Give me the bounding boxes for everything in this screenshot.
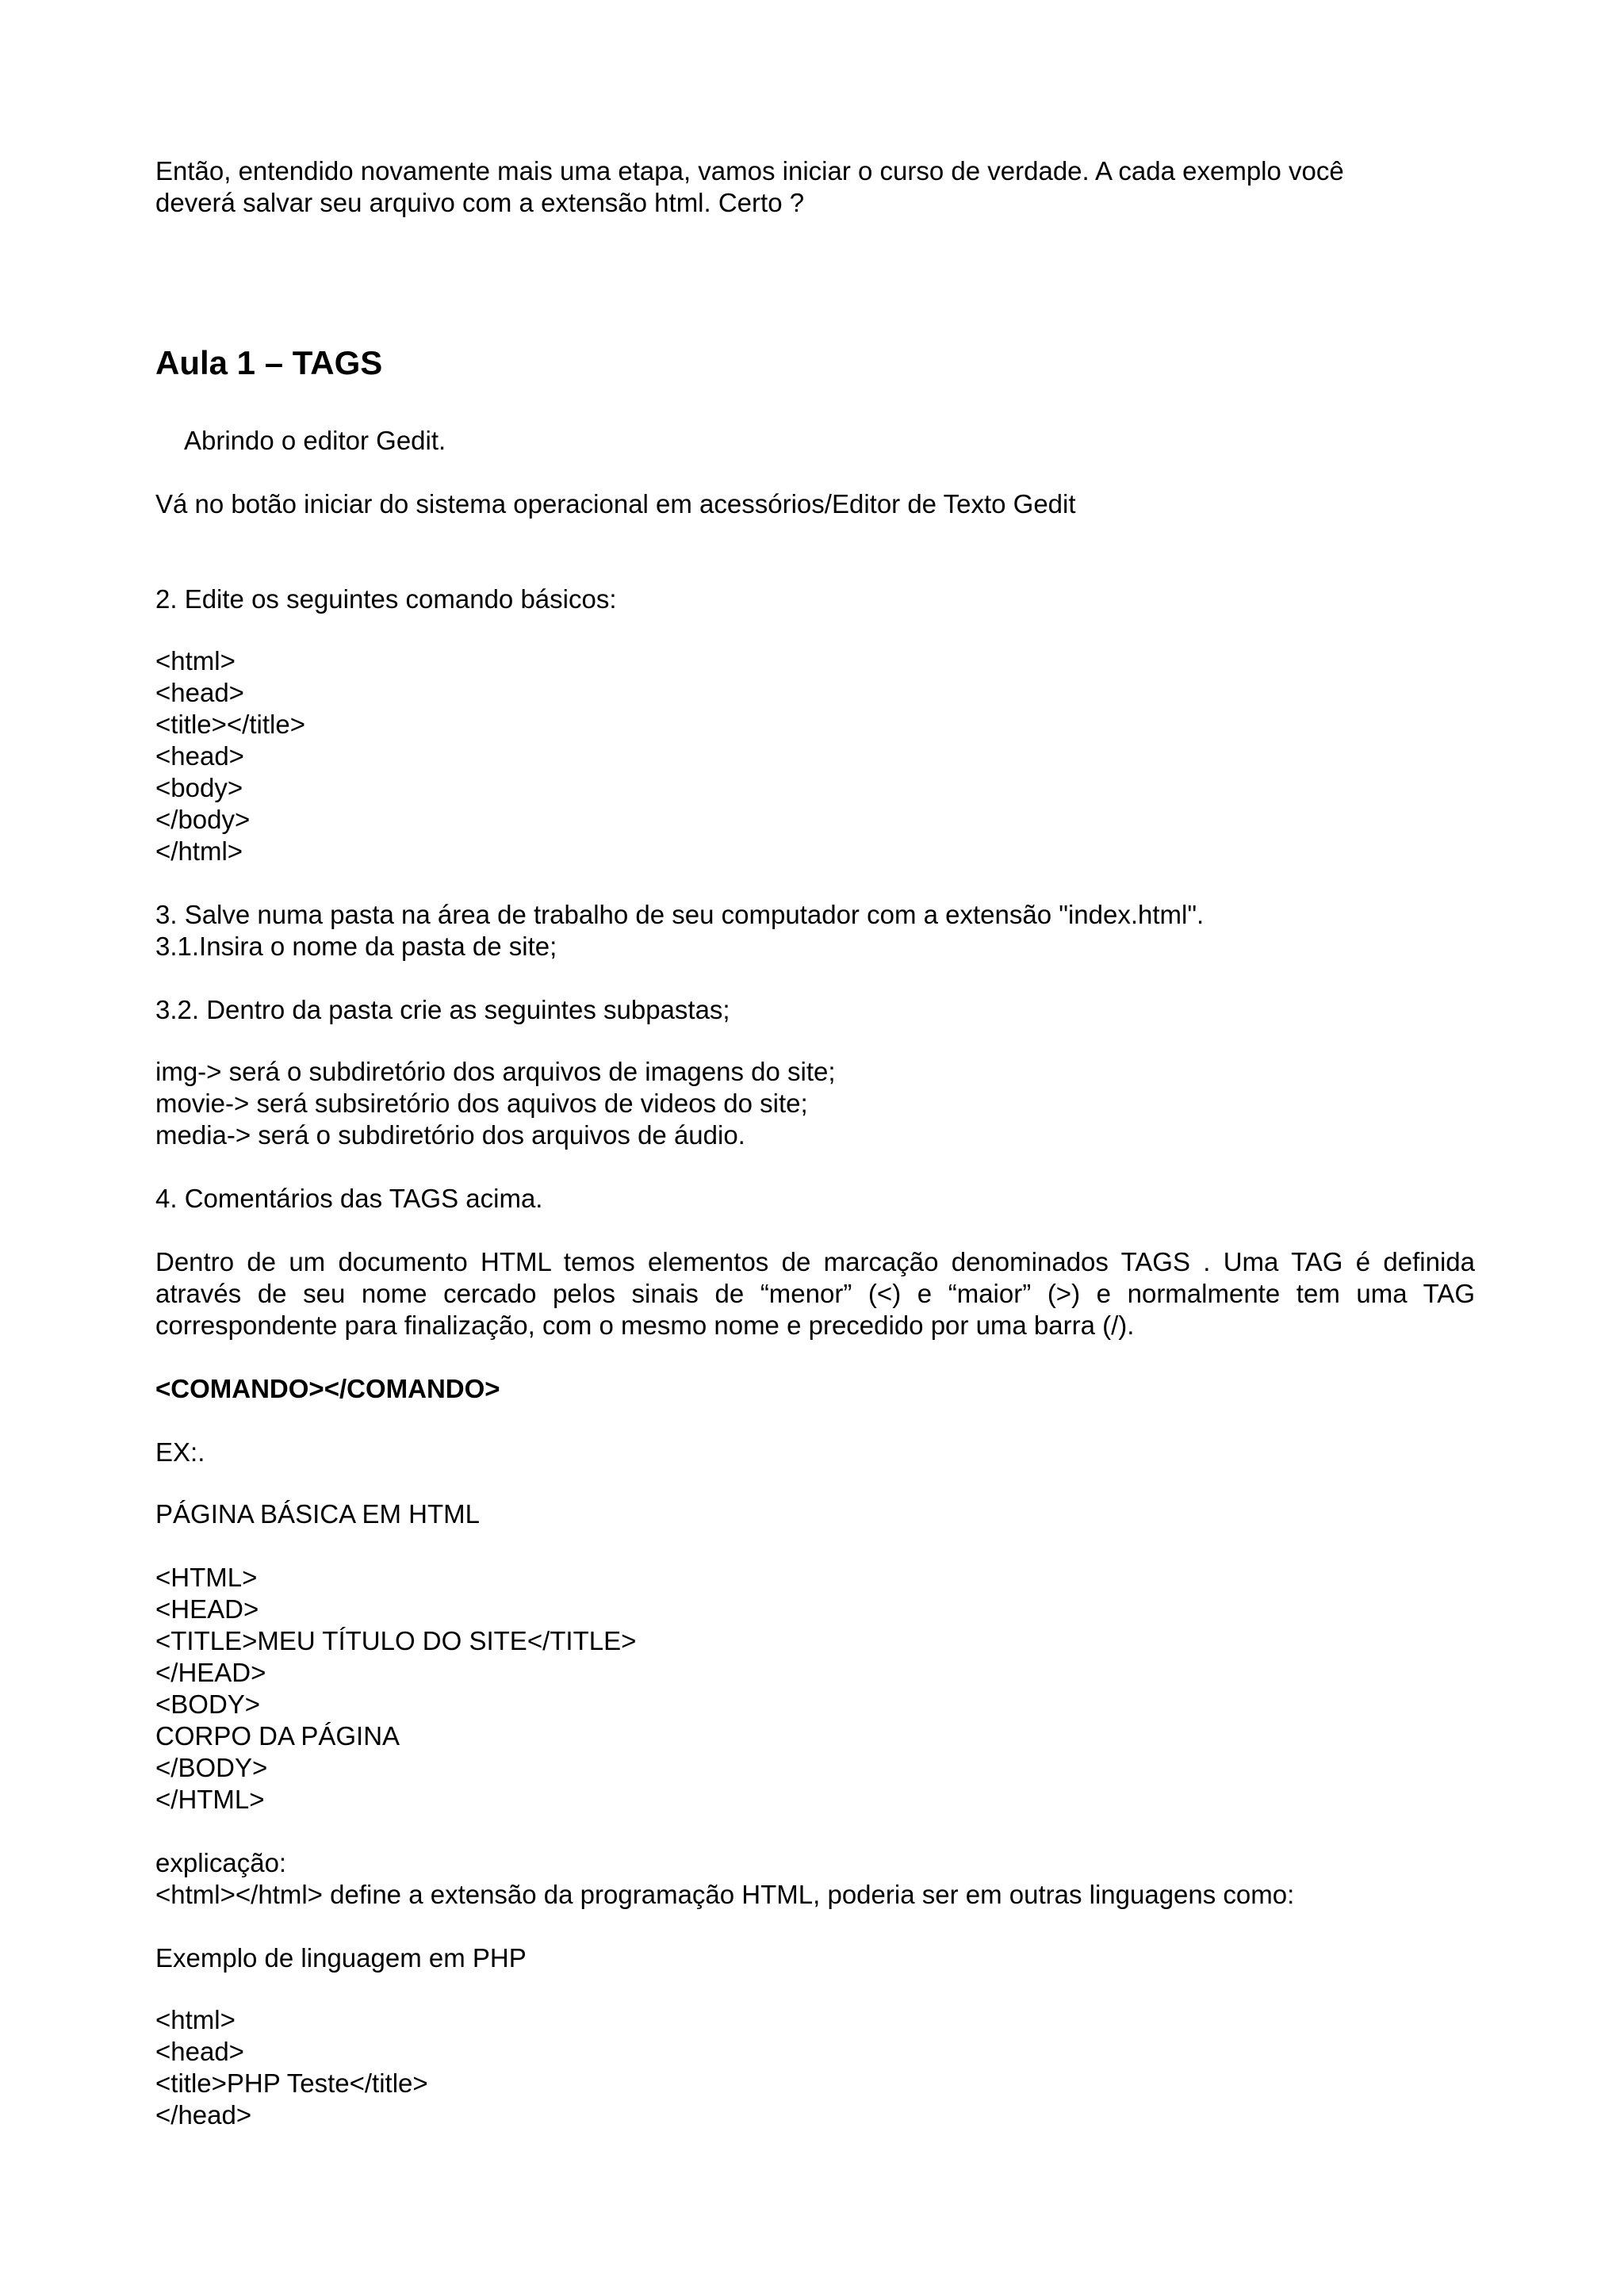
subfolders-list — [155, 1056, 836, 1151]
step3-line: 3. Salve numa pasta na área de trabalho de seu computador com a extensão "index.html". — [155, 900, 1205, 929]
code-line: <HTML> — [155, 1563, 258, 1592]
paragraph-line: através de seu nome cercado pelos sinais de “menor” (<) e “maior” (>) e normalmente tem uma TAG — [155, 1279, 1475, 1308]
basic-page-title: PÁGINA BÁSICA EM HTML — [155, 1499, 480, 1529]
step1-title: Abrindo o editor Gedit. — [184, 426, 446, 455]
command-syntax: <COMANDO></COMANDO> — [155, 1374, 500, 1403]
php-title: Exemplo de linguagem em PHP — [155, 1943, 527, 1973]
code-line: </HEAD> — [155, 1658, 266, 1687]
code-php-block — [155, 2004, 428, 2131]
intro-line: deverá salvar seu arquivo com a extensão html. Certo ? — [155, 188, 805, 217]
step2-title: 2. Edite os seguintes comando básicos: — [155, 584, 617, 614]
code-line: <BODY> — [155, 1689, 261, 1719]
step4-title: 4. Comentários das TAGS acima. — [155, 1184, 543, 1213]
explanation-line: <html></html> define a extensão da programação HTML, poderia ser em outras linguagens como: — [155, 1880, 1295, 1909]
explanation-block — [155, 1847, 1294, 1911]
code-line: </html> — [155, 836, 243, 866]
step3-block — [155, 899, 1204, 962]
code-line: <head> — [155, 741, 244, 771]
code-example-block — [155, 1562, 636, 1816]
intro-line: Então, entendido novamente mais uma etapa, vamos iniciar o curso de verdade. A cada exemplo você — [155, 156, 1344, 186]
code-line: <TITLE>MEU TÍTULO DO SITE</TITLE> — [155, 1626, 637, 1655]
step4-paragraph — [155, 1246, 1475, 1341]
code-line: <HEAD> — [155, 1594, 259, 1624]
explanation-line: explicação: — [155, 1848, 287, 1877]
code-line: </head> — [155, 2100, 252, 2130]
paragraph-line: correspondente para finalização, com o mesmo nome e precedido por uma barra (/). — [155, 1311, 1135, 1340]
example-label: EX:. — [155, 1437, 205, 1467]
code-line: <head> — [155, 678, 244, 707]
code-line: CORPO DA PÁGINA — [155, 1721, 400, 1751]
code-basic-block — [155, 645, 305, 867]
code-line: </body> — [155, 805, 251, 834]
subfolder-item: img-> será o subdiretório dos arquivos de imagens do site; — [155, 1057, 836, 1086]
code-line: </HTML> — [155, 1785, 265, 1814]
step3-line: 3.1.Insira o nome da pasta de site; — [155, 932, 557, 961]
intro-paragraph — [155, 155, 1344, 219]
lesson-heading: Aula 1 – TAGS — [155, 344, 383, 381]
step1-text: Vá no botão iniciar do sistema operacional em acessórios/Editor de Texto Gedit — [155, 489, 1076, 519]
code-line: <title></title> — [155, 710, 305, 739]
subfolder-item: movie-> será subsiretório dos aquivos de videos do site; — [155, 1089, 808, 1118]
code-line: <html> — [155, 646, 236, 675]
code-line: </BODY> — [155, 1753, 268, 1782]
step3-2-title: 3.2. Dentro da pasta crie as seguintes subpastas; — [155, 995, 730, 1024]
code-line: <head> — [155, 2037, 244, 2066]
code-line: <html> — [155, 2005, 236, 2034]
code-line: <body> — [155, 773, 243, 802]
paragraph-line: Dentro de um documento HTML temos elementos de marcação denominados TAGS . Uma TAG é definida — [155, 1247, 1475, 1276]
subfolder-item: media-> será o subdiretório dos arquivos de áudio. — [155, 1120, 745, 1150]
code-line: <title>PHP Teste</title> — [155, 2068, 428, 2098]
